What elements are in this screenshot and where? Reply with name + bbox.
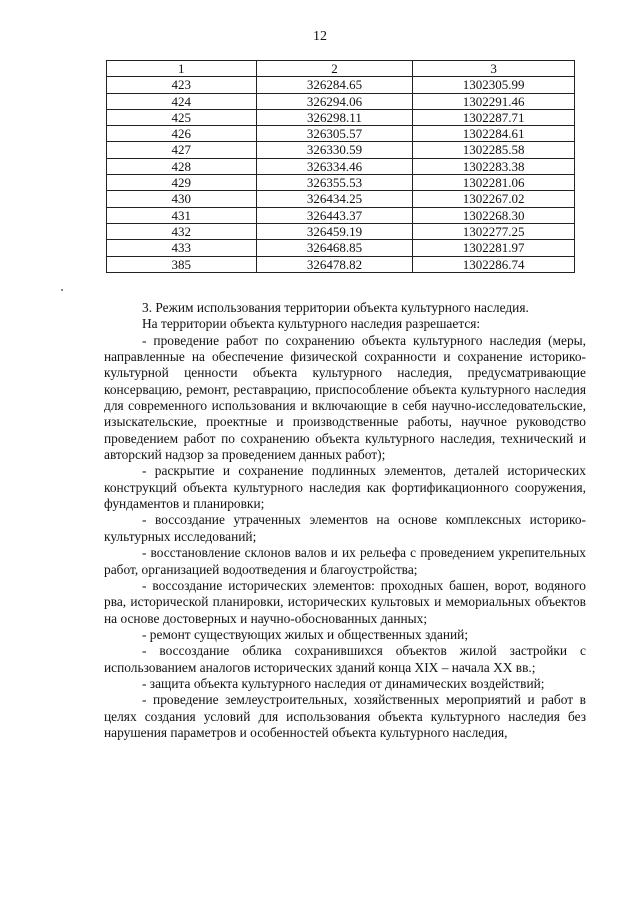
y-coordinate-cell: 1302284.61 [413,126,575,142]
y-coordinate-cell: 1302277.25 [413,223,575,239]
point-number-cell: 385 [107,256,257,272]
x-coordinate-cell: 326284.65 [256,77,413,93]
x-coordinate-cell: 326434.25 [256,191,413,207]
y-coordinate-cell: 1302305.99 [413,77,575,93]
list-item: - воссоздание утраченных элементов на основе комплексных историко-культурных исследований; [104,512,586,544]
coordinates-table [106,60,575,273]
point-number-cell: 423 [107,77,257,93]
x-coordinate-cell: 326305.57 [256,126,413,142]
table-row [107,77,575,93]
x-coordinate-cell: 326330.59 [256,142,413,158]
y-coordinate-cell: 1302285.58 [413,142,575,158]
list-item: - защита объекта культурного наследия от динамических воздействий; [142,675,545,691]
y-coordinate-cell: 1302281.06 [413,175,575,191]
column-header-3: 3 [413,61,575,77]
column-header-1: 1 [107,61,257,77]
table-header [107,61,575,77]
list-item: - проведение работ по сохранению объекта культурного наследия (меры, направленные на обеспечение физической сохранности и сохранение историко-культурной ценности объекта культурного наследия, предусматривающие консервацию, ремонт, реставрацию, приспособление объекта культурного наследия для современного использования и включающие в себя научно-исследовательские, изыскательские, проектные и производственные работы, научное руководство проведением работ по сохранению объекта культурного наследия, технический и авторский надзор за проведением данных работ); [104,332,586,463]
x-coordinate-cell: 326298.11 [256,109,413,125]
y-coordinate-cell: 1302291.46 [413,93,575,109]
x-coordinate-cell: 326468.85 [256,240,413,256]
y-coordinate-cell: 1302267.02 [413,191,575,207]
table-row [107,109,575,125]
point-number-cell: 430 [107,191,257,207]
table-row [107,240,575,256]
y-coordinate-cell: 1302281.97 [413,240,575,256]
point-number-cell: 424 [107,93,257,109]
table-header-row [107,61,575,77]
y-coordinate-cell: 1302283.38 [413,158,575,174]
point-number-cell: 425 [107,109,257,125]
table-row [107,191,575,207]
point-number-cell: 426 [107,126,257,142]
table-row [107,207,575,223]
y-coordinate-cell: 1302287.71 [413,109,575,125]
x-coordinate-cell: 326294.06 [256,93,413,109]
list-item: - ремонт существующих жилых и общественных зданий; [142,626,469,642]
table-row [107,142,575,158]
y-coordinate-cell: 1302286.74 [413,256,575,272]
x-coordinate-cell: 326478.82 [256,256,413,272]
table-row [107,126,575,142]
list-item: - проведение землеустроительных, хозяйственных мероприятий и работ в целях создания условий для использования объекта культурного наследия без нарушения параметров и особенностей объекта культурного наследия, [104,692,586,740]
x-coordinate-cell: 326355.53 [256,175,413,191]
list-item: - раскрытие и сохранение подлинных элементов, деталей исторических конструкций объекта культурного наследия как фортификационного сооружения, фундаментов и планировки; [104,463,586,512]
table-row [107,175,575,191]
x-coordinate-cell: 326459.19 [256,223,413,239]
section-heading: 3. Режим использования территории объекта культурного наследия. [142,300,529,315]
point-number-cell: 429 [107,175,257,191]
table-row [107,223,575,239]
y-coordinate-cell: 1302268.30 [413,207,575,223]
point-number-cell: 427 [107,142,257,158]
point-number-cell: 428 [107,158,257,174]
document-body [104,300,586,741]
page-number: 12 [313,29,327,44]
intro-paragraph: На территории объекта культурного наследия разрешается: [142,316,481,332]
table-row [107,93,575,109]
point-number-cell: 433 [107,240,257,256]
list-item: - восстановление склонов валов и их рельефа с проведением укрепительных работ, организацией водоотведения и благоустройства; [104,545,586,577]
margin-dot-mark [61,289,63,291]
point-number-cell: 431 [107,207,257,223]
list-item: - воссоздание исторических элементов: проходных башен, ворот, водяного рва, исторической планировки, исторических культовых и мемориальных объектов на основе достоверных и научно-обоснованных данных; [104,577,586,626]
list-item: - воссоздание облика сохранившихся объектов жилой застройки с использованием аналогов исторических зданий конца XIX – начала XX вв.; [104,643,586,675]
table-body [107,77,575,273]
x-coordinate-cell: 326334.46 [256,158,413,174]
table-row [107,158,575,174]
table-row [107,256,575,272]
point-number-cell: 432 [107,223,257,239]
x-coordinate-cell: 326443.37 [256,207,413,223]
column-header-2: 2 [256,61,413,77]
